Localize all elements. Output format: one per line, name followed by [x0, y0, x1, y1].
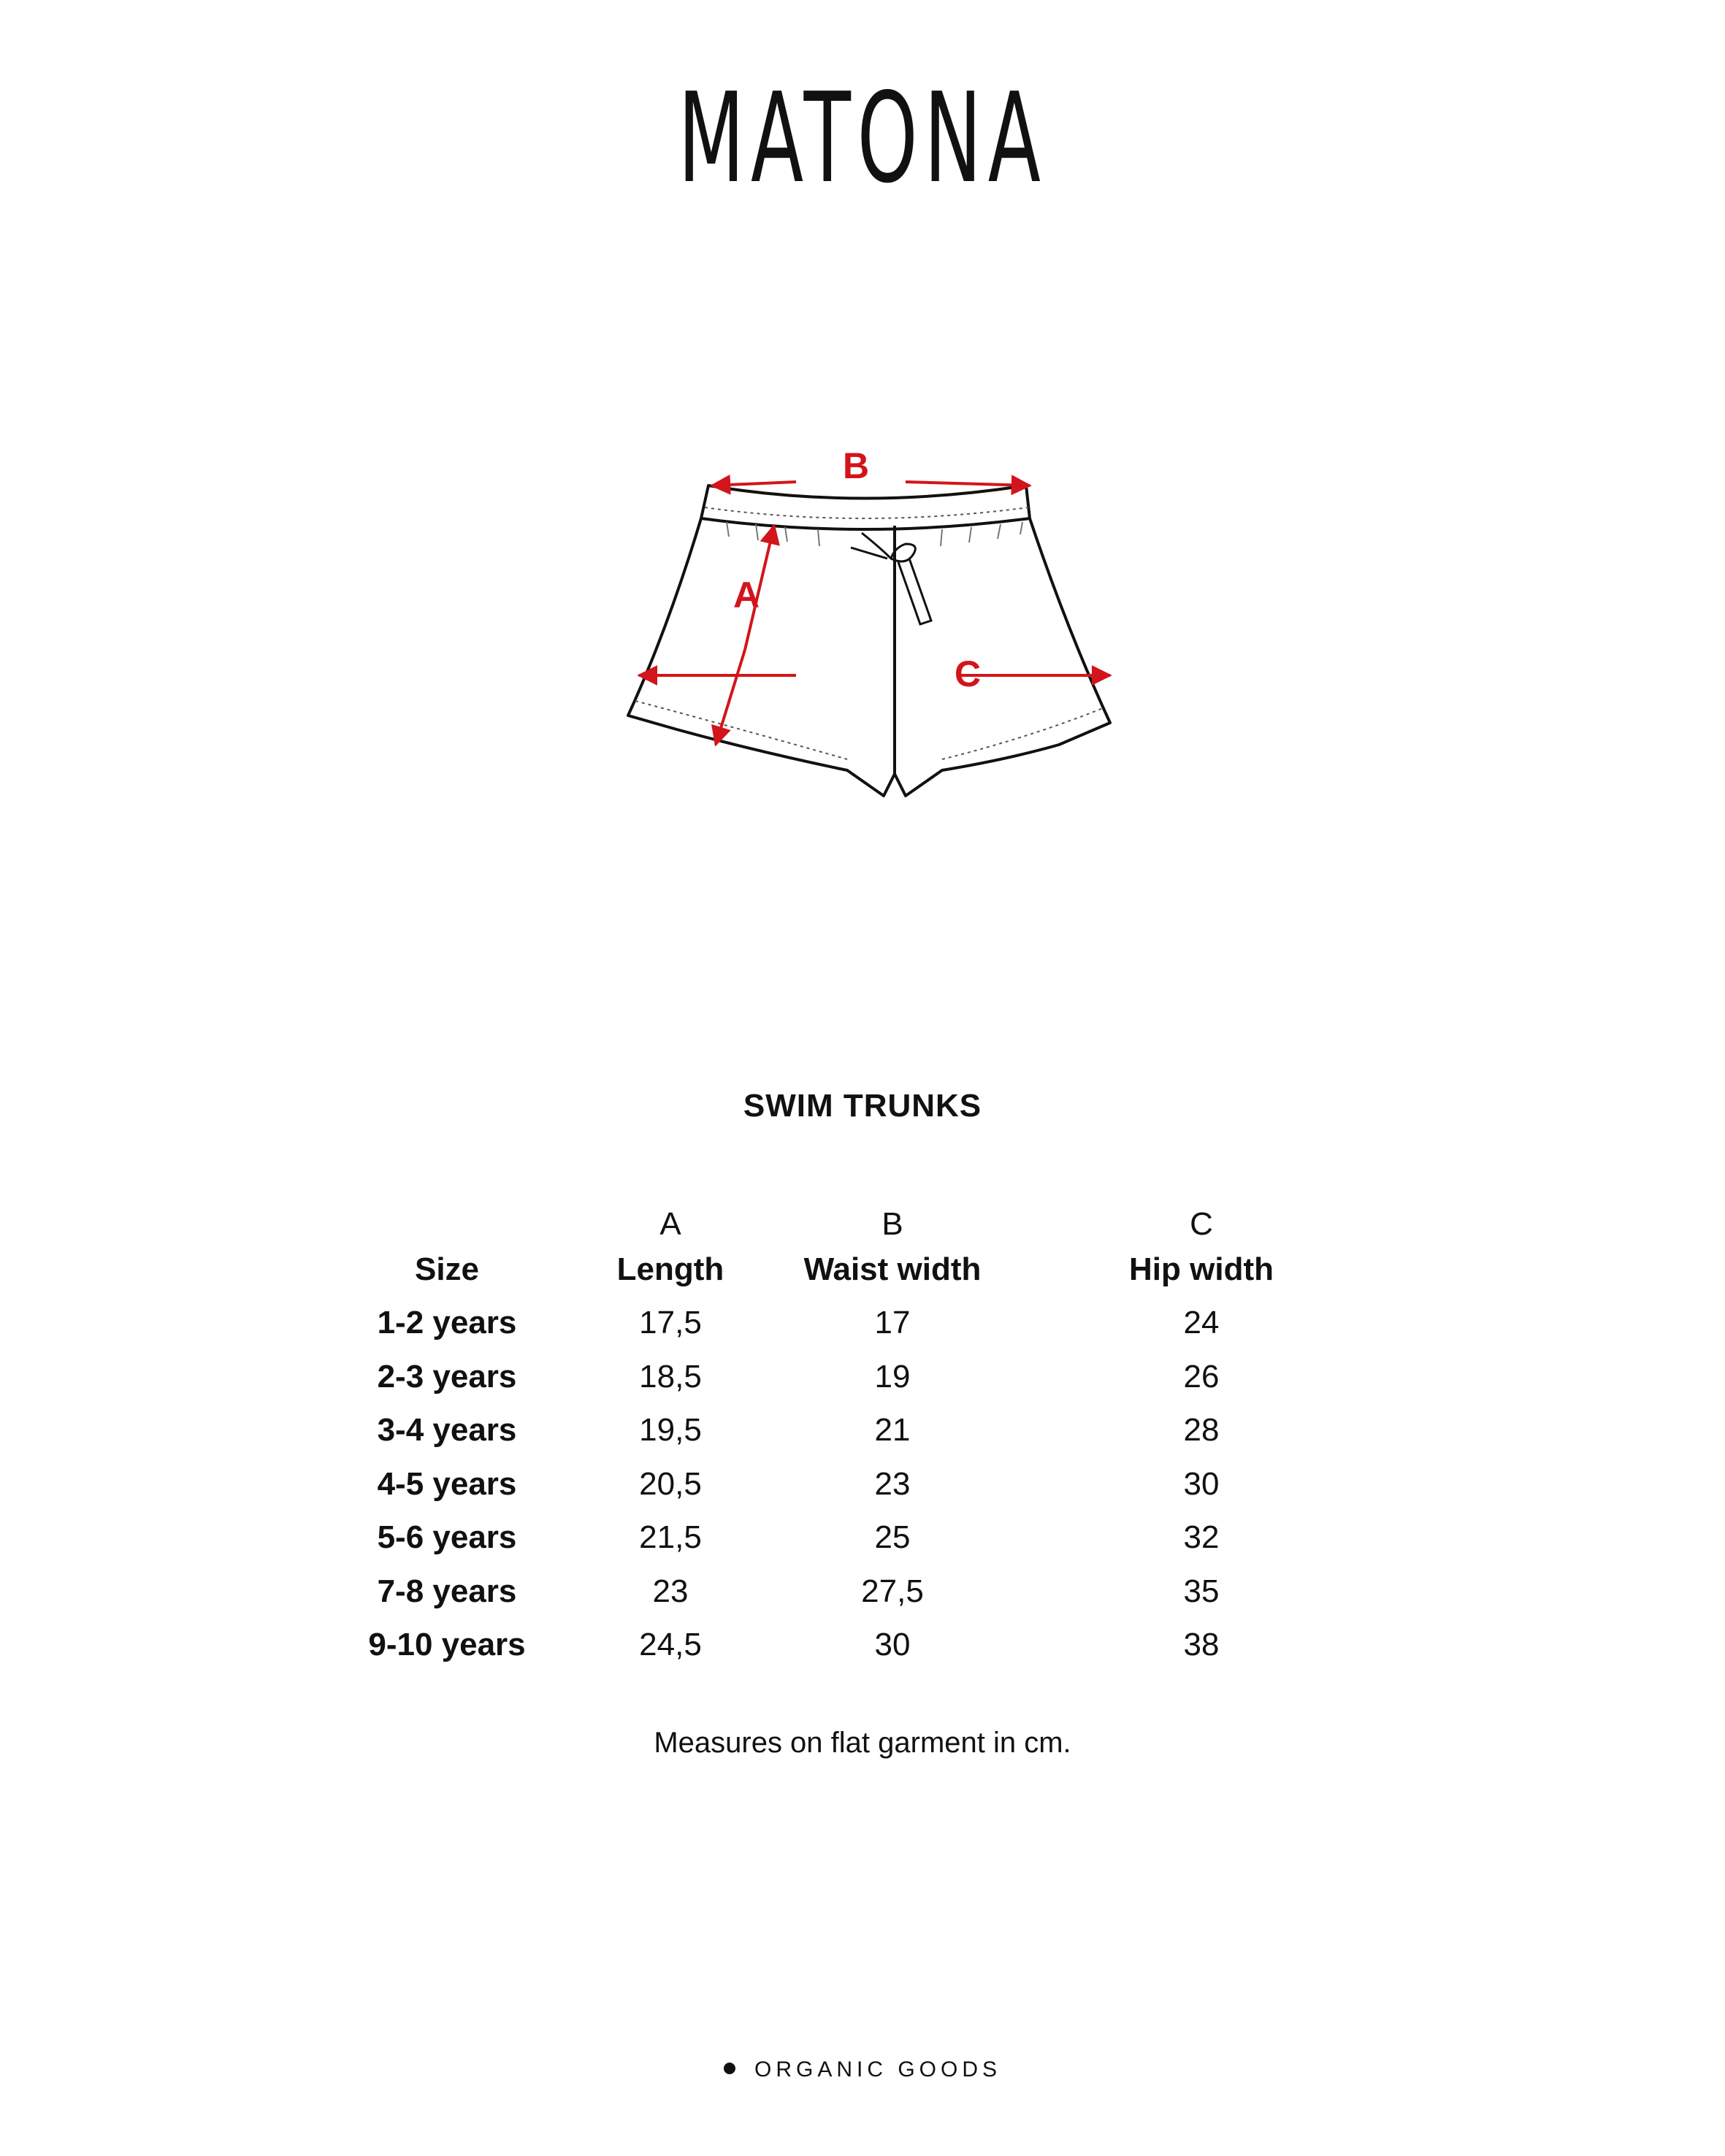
table-cell: 38 [1183, 1627, 1220, 1662]
table-cell: 21 [874, 1412, 911, 1448]
size-label: 2-3 years [377, 1358, 517, 1395]
label-b: B [842, 445, 870, 486]
size-label: 1-2 years [377, 1305, 517, 1340]
table-cell: 26 [1183, 1358, 1220, 1395]
size-label: 7-8 years [377, 1573, 517, 1609]
table-cell: 20,5 [639, 1465, 702, 1502]
measurement-arrows [639, 482, 1110, 745]
size-label: 3-4 years [377, 1412, 517, 1448]
bullet-icon [724, 2063, 735, 2074]
column-header: Waist width [803, 1251, 982, 1287]
table-cell: 21,5 [639, 1519, 702, 1555]
label-c: C [954, 653, 982, 694]
table-cell: 23 [874, 1465, 911, 1502]
stitch-lines [635, 507, 1103, 759]
column-letter: A [659, 1206, 681, 1242]
table-cell: 28 [1183, 1412, 1220, 1448]
footer-text: ORGANIC GOODS [754, 2057, 1002, 2082]
table-cell: 24 [1183, 1305, 1220, 1340]
shorts-outline [628, 486, 1110, 796]
column-header: Length [616, 1251, 724, 1287]
table-cell: 18,5 [639, 1358, 702, 1395]
table-cell: 17 [874, 1305, 911, 1340]
size-label: 5-6 years [377, 1519, 517, 1555]
table-cell: 30 [874, 1627, 911, 1662]
table-cell: 24,5 [639, 1627, 702, 1662]
table-cell: 23 [652, 1573, 689, 1609]
size-label: 9-10 years [368, 1627, 526, 1662]
table-cell: 30 [1183, 1465, 1220, 1502]
table-cell: 32 [1183, 1519, 1220, 1555]
product-title: SWIM TRUNKS [743, 1088, 982, 1124]
measurement-note: Measures on flat garment in cm. [654, 1727, 1071, 1759]
table-cell: 35 [1183, 1573, 1220, 1609]
table-cell: 19 [874, 1358, 911, 1395]
table-cell: 27,5 [861, 1573, 924, 1609]
table-cell: 17,5 [639, 1305, 702, 1340]
label-a: A [733, 575, 760, 615]
column-letter: B [881, 1206, 903, 1242]
drawstring [851, 533, 931, 624]
column-letter: C [1190, 1206, 1213, 1242]
column-header: Size [414, 1251, 480, 1287]
brand-logo: MATONA [678, 66, 1047, 211]
table-cell: 19,5 [639, 1412, 702, 1448]
column-header: Hip width [1129, 1251, 1274, 1287]
size-label: 4-5 years [377, 1465, 517, 1502]
footer [0, 2057, 1725, 2082]
table-cell: 25 [874, 1519, 911, 1555]
shorts-measurement-diagram [599, 438, 1125, 847]
